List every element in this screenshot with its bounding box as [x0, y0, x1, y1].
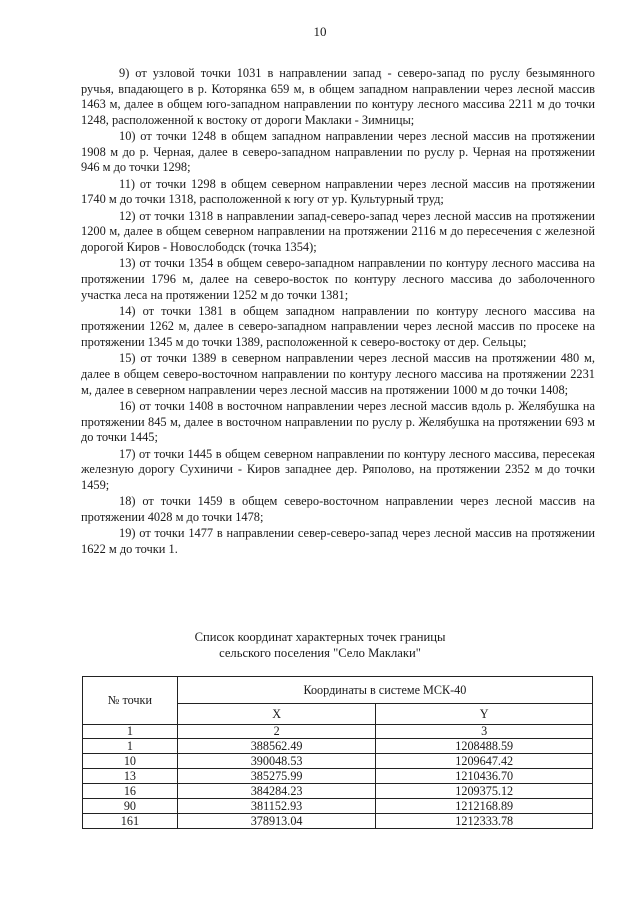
point-cell: 13	[83, 769, 178, 784]
point-cell: 10	[83, 754, 178, 769]
table-header-row	[83, 677, 593, 704]
table-row	[83, 739, 593, 754]
y-cell: 1212168.89	[376, 799, 593, 814]
point-cell: 16	[83, 784, 178, 799]
coordinate-list-title	[0, 629, 640, 661]
column-index-row	[83, 725, 593, 739]
point-cell: 161	[83, 814, 178, 829]
column-index-cell: 2	[177, 725, 376, 739]
table-row	[83, 754, 593, 769]
y-cell: 1210436.70	[376, 769, 593, 784]
y-cell: 1208488.59	[376, 739, 593, 754]
point-cell: 90	[83, 799, 178, 814]
paragraph-14: 14) от точки 1381 в общем западном направлении по контуру лесного массива на протяжении 1262 м, далее в северо-западном направлении через лесной массив по просеке на протяжении 1345 м до точки 1389, расположенной к северо-востоку от дер. Сельцы;	[81, 303, 595, 350]
x-cell: 378913.04	[177, 814, 376, 829]
paragraph-17: 17) от точки 1445 в общем северном направлении по контуру лесного массива, пересекая железную дорогу Сухиничи - Киров западнее дер. Ряполово, на протяжении 2352 м до точки 1459;	[81, 446, 595, 492]
x-column-header: X	[177, 704, 376, 725]
paragraph-12: 12) от точки 1318 в направлении запад-северо-запад через лесной массив на протяжении 1200 м, далее в общем северном направлении на протяжении 2116 м до пересечения с железной дорогой Киров - Новослободск (точка 1354);	[81, 208, 595, 254]
column-index-cell: 3	[376, 725, 593, 739]
x-cell: 388562.49	[177, 739, 376, 754]
paragraph-11: 11) от точки 1298 в общем северном направлении через лесной массив на протяжении 1740 м до точки 1318, расположенной к югу от ур. Культурный труд;	[81, 176, 595, 207]
table-row	[83, 769, 593, 784]
coordinate-list-title-line2: сельского поселения "Село Маклаки"	[219, 646, 421, 660]
y-cell: 1209647.42	[376, 754, 593, 769]
paragraph-10: 10) от точки 1248 в общем западном направлении через лесной массив на протяжении 1908 м до р. Черная, далее в северо-западном направлении по руслу р. Черная на протяжении 946 м до точки 1298;	[81, 129, 595, 175]
table-row	[83, 799, 593, 814]
paragraph-13: 13) от точки 1354 в общем северо-западном направлении по контуру лесного массива на протяжении 1796 м, далее на северо-восток по контуру лесного массива до заболоченного участка леса на протяжении 1252 м до точки 1381;	[81, 256, 595, 302]
paragraph-16: 16) от точки 1408 в восточном направлении через лесной массив вдоль р. Желябушка на протяжении 845 м, далее в восточном направлении по руслу р. Желябушка на протяжении 693 м до точки 1445;	[81, 399, 595, 445]
y-cell: 1212333.78	[376, 814, 593, 829]
point-number-header: № точки	[83, 677, 178, 725]
x-cell: 390048.53	[177, 754, 376, 769]
paragraph-15: 15) от точки 1389 в северном направлении через лесной массив на протяжении 480 м, далее в общем северо-восточном направлении по контуру лесного массива на протяжении 2231 м, далее в северном направлении через лесной массив на протяжении 1000 м до точки 1408;	[81, 351, 595, 397]
x-cell: 384284.23	[177, 784, 376, 799]
x-cell: 385275.99	[177, 769, 376, 784]
coordinate-table	[82, 676, 593, 829]
table-row	[83, 814, 593, 829]
coordinate-system-header: Координаты в системе МСК-40	[177, 677, 592, 704]
page-number: 10	[313, 24, 327, 39]
coordinate-list-title-line1: Список координат характерных точек границы	[194, 630, 446, 644]
x-cell: 381152.93	[177, 799, 376, 814]
paragraph-9: 9) от узловой точки 1031 в направлении запад - северо-запад по руслу безымянного ручья, впадающего в р. Которянка 659 м, в общем западном направлении через лесной массив 1463 м, далее в общем юго-западном направлении по контуру лесного массива 2211 м до точки 1248, расположенной к востоку от дороги Маклаки - Зимницы;	[81, 66, 595, 127]
boundary-description	[81, 66, 595, 558]
paragraph-18: 18) от точки 1459 в общем северо-восточном направлении через лесной массив на протяжении 4028 м до точки 1478;	[81, 494, 595, 524]
point-cell: 1	[83, 739, 178, 754]
y-cell: 1209375.12	[376, 784, 593, 799]
column-index-cell: 1	[83, 725, 178, 739]
paragraph-19: 19) от точки 1477 в направлении север-северо-запад через лесной массив на протяжении 1622 м до точки 1.	[81, 526, 595, 556]
table-row	[83, 784, 593, 799]
y-column-header: Y	[376, 704, 593, 725]
